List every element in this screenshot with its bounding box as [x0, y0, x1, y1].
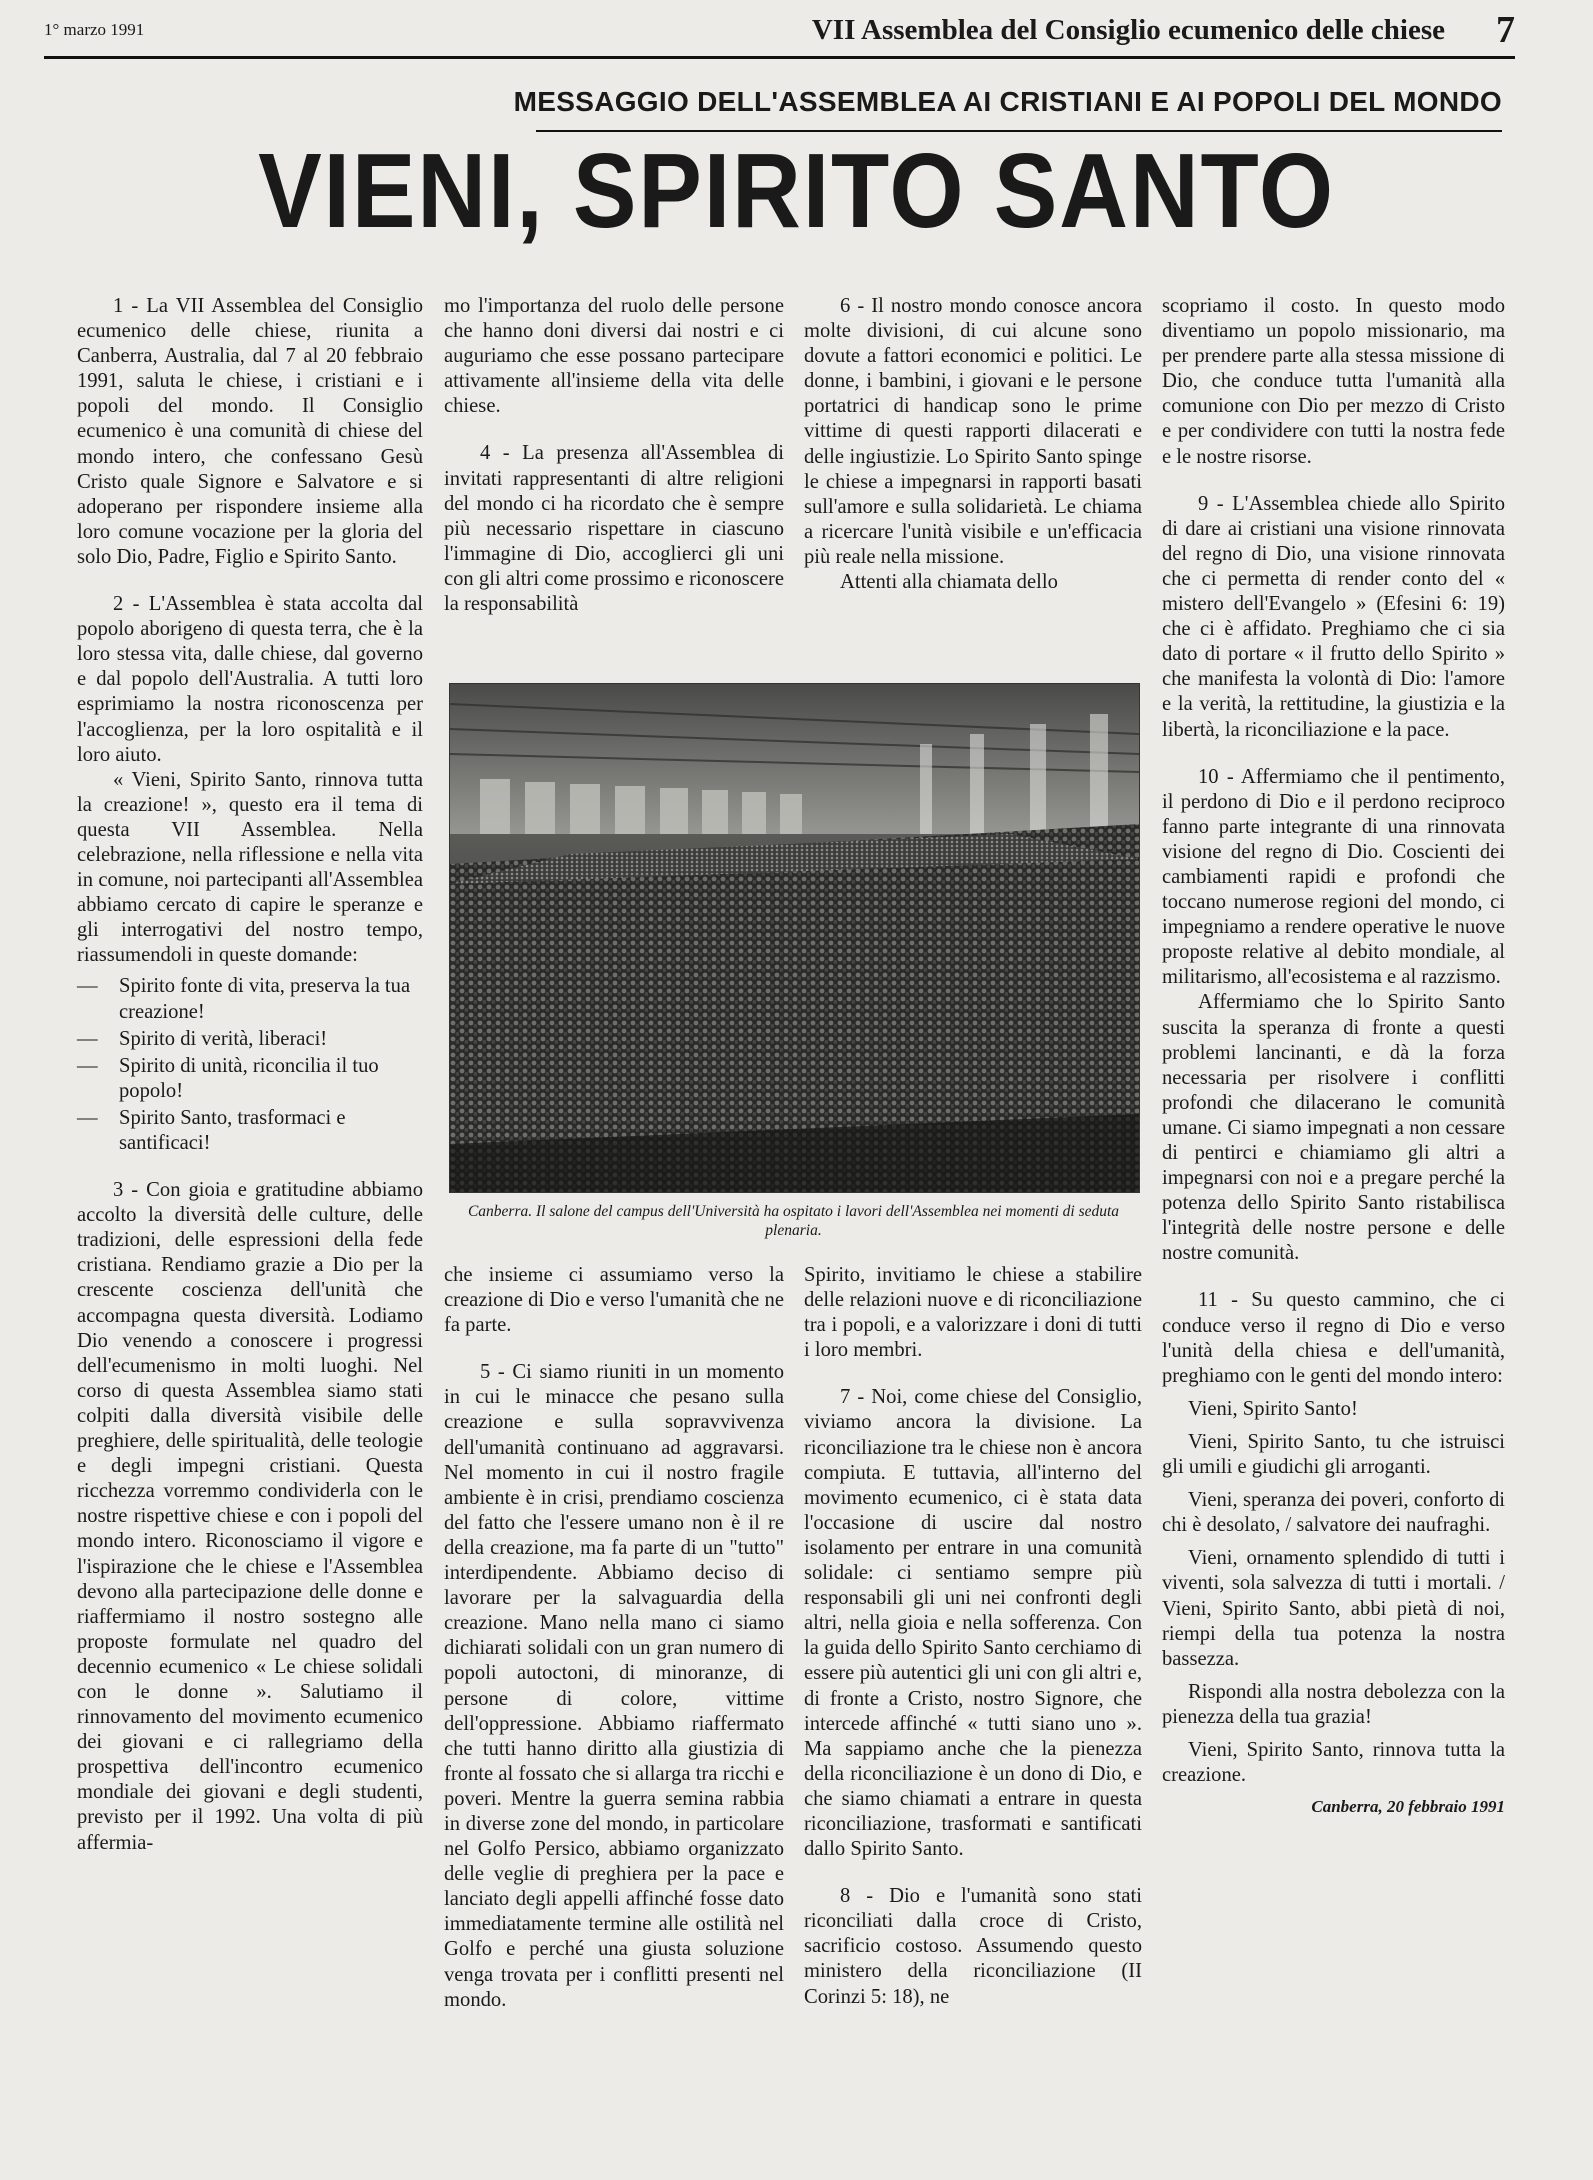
column-2-bottom: [444, 1263, 784, 2013]
paragraph-4: 4 - La presenza all'Assemblea di invitati rappresentanti di altre religioni del mondo ci ha ricordato che è sempre più necessario rispettare in ciascuno l'immagine di Dio, accoglierci gli uni con gli altri come prossimo e riconoscere la responsabilità: [444, 442, 784, 616]
place-date-signature: Canberra, 20 febbraio 1991: [1311, 1797, 1505, 1817]
paragraph-continuation: Spirito, invitiamo le chiese a stabilire delle relazioni nuove e di riconciliazione tra i popoli, e a valorizzare i doni di tutti i loro membri.: [804, 1264, 1142, 1362]
page-number: 7: [1496, 9, 1515, 51]
paragraph-6-cont: Attenti alla chiamata dello: [840, 571, 1058, 594]
paragraph-theme: « Vieni, Spirito Santo, rinnova tutta la creazione! », questo era il tema di questa VII Assemblea. Nella celebrazione, nella riflessione e nella vita in comune, noi partecipanti all'Assemblea abbiamo cercato di capire le speranze e gli interrogativi del nostro tempo, riassumendoli in queste domande:: [77, 768, 423, 967]
assembly-hall-photo: [449, 683, 1140, 1193]
photo-image: [450, 684, 1139, 1192]
column-3-bottom: [804, 1263, 1142, 2010]
kicker: MESSAGGIO DELL'ASSEMBLEA AI CRISTIANI E AI POPOLI DEL MONDO: [513, 86, 1502, 117]
prayer-line: Vieni, Spirito Santo!: [1188, 1397, 1358, 1420]
prayer-line: Rispondi alla nostra debolezza con la pienezza della tua grazia!: [1162, 1680, 1505, 1728]
photo-caption: Canberra. Il salone del campus dell'Università ha ospitato i lavori dell'Assemblea nei momenti di seduta plenaria.: [467, 1203, 1120, 1239]
paragraph-3: 3 - Con gioia e gratitudine abbiamo accolto la diversità delle culture, delle tradizioni, delle espressioni della fede cristiana. Rendiamo grazie a Dio per la crescente coscienza dell'unità che accompagna questa diversità. Lodiamo Dio venendo a conoscere i progressi dell'ecumenismo in molti luoghi. Nel corso di questa Assemblea siamo stati colpiti dalla diversità visibile delle preghiere, delle spiritualità, delle teologie e degli impegni cristiani. Questa ricchezza vorremmo condividerla con le nostre rispettive chiese e con i popoli del mondo intero. Riconosciamo il vigore e l'ispirazione che le chiese e l'Assemblea devono alla partecipazione delle donne e riaffermiamo il nostro sostegno alle proposte formulate nel quadro del decennio ecumenico « Le chiese solidali con le donne ». Salutiamo il rinnovamento del movimento ecumenico dei giovani e ci rallegriamo della prospettiva dell'incontro ecumenico mondiale dei giovani e degli studenti, previsto per il 1992. Una volta di più affermia-: [77, 1179, 423, 1854]
paragraph-10-cont: Affermiamo che lo Spirito Santo suscita la speranza di fronte a questi problemi lancinanti, e dà la forza necessaria per risolvere i conflitti profondi che dilacerano le comunità umane. Ci siamo impegnati a non cessare di pentirci e chiamiamo gli altri a impegnarsi con noi e a pregare perché la potenza dello Spirito Santo ristabilisca l'integrità delle nostre persone e delle nostre comunità.: [1162, 991, 1505, 1265]
paragraph-1: 1 - La VII Assemblea del Consiglio ecumenico delle chiese, riunita a Canberra, Australia, dal 7 al 20 febbraio 1991, saluta le chiese, i cristiani e i popoli del mondo. Il Consiglio ecumenico è una comunità di chiese del mondo intero, che confessano Gesù Cristo quale Signore e Salvatore e si adoperano per rispondere insieme alla loro comune vocazione per la gloria del solo Dio, Padre, Figlio e Spirito Santo.: [77, 295, 423, 568]
paragraph-10: 10 - Affermiamo che il pentimento, il perdono di Dio e il perdono reciproco fanno parte integrante di una rinnovata visione del regno di Dio. Coscienti dei cambiamenti rapidi e profondi che toccano numerose regioni del mondo, ci impegniamo a rendere operative le nuove proposte relative al debito mondiale, al militarismo, all'ecosistema e al razzismo.: [1162, 765, 1505, 989]
paragraph-2: 2 - L'Assemblea è stata accolta dal popolo aborigeno di questa terra, che è la loro stessa vita, dalle chiese, dal governo e dal popolo dell'Australia. A tutti loro esprimiamo la nostra riconoscenza per l'accoglienza, per la loro ospitalità e il loro aiuto.: [77, 593, 423, 766]
list-item: — Spirito di unità, riconcilia il tuo popolo!: [77, 1054, 423, 1104]
headline: VIENI, SPIRITO SANTO: [258, 132, 1335, 250]
issue-date: 1° marzo 1991: [44, 20, 145, 39]
paragraph-continuation: scopriamo il costo. In questo modo diventiamo un popolo missionario, ma per prendere parte alla stessa missione di Dio, che conduce tutta l'umanità alla comunione con Dio per mezzo di Cristo e per condividere con tutti la nostra fede e le nostre risorse.: [1162, 295, 1505, 468]
list-item: — Spirito Santo, trasformaci e santificaci!: [77, 1106, 423, 1156]
paragraph-9: 9 - L'Assemblea chiede allo Spirito di dare ai cristiani una visione rinnovata del regno di Dio, una visione rinnovata che ci permetta di render conto del « mistero dell'Evangelo » (Efesini 6: 19) che ci è affidato. Preghiamo che ci sia dato di portare « il frutto dello Spirito » che manifesta la volontà di Dio: l'amore e la verità, la rettitudine, la giustizia e la libertà, la riconciliazione e la pace.: [1162, 492, 1505, 741]
theme-list: [77, 974, 423, 1156]
prayer: [1162, 1397, 1505, 1788]
prayer-line: Vieni, Spirito Santo, tu che istruisci gli umili e giudichi gli arroganti.: [1162, 1430, 1505, 1479]
prayer-line: Vieni, Spirito Santo, rinnova tutta la creazione.: [1162, 1738, 1505, 1787]
paragraph-8: 8 - Dio e l'umanità sono stati riconciliati dalla croce di Cristo, sacrificio costoso. Assumendo questo ministero della riconciliazione (II Corinzi 5: 18), ne: [804, 1885, 1142, 2008]
paragraph-continuation: che insieme ci assumiamo verso la creazione di Dio e verso l'umanità che ne fa parte.: [444, 1264, 784, 1337]
column-2-top: [444, 294, 784, 617]
column-4: [1162, 294, 1505, 1819]
paragraph-continuation: mo l'importanza del ruolo delle persone che hanno doni diversi dai nostri e ci auguriamo che esse possano partecipare attivamente all'insieme della vita delle chiese.: [444, 295, 784, 418]
paragraph-6: 6 - Il nostro mondo conosce ancora molte divisioni, di cui alcune sono dovute a fattori economici e politici. Le donne, i bambini, i giovani e le persone portatrici di handicap sono le prime vittime di questi rapporti dilacerati e delle ingiustizie. Lo Spirito Santo spinge le chiese a impegnarsi in rapporti basati sull'amore e sulla solidarietà. Le chiama a ricercare l'unità visibile e un'efficacia più reale nella missione.: [804, 295, 1142, 568]
list-item: — Spirito di verità, liberaci!: [77, 1027, 423, 1052]
page-header: [44, 8, 1515, 59]
paragraph-11: 11 - Su questo cammino, che ci conduce verso il regno di Dio e verso l'unità della chiesa e dell'umanità, preghiamo con le genti del mondo intero:: [1162, 1289, 1505, 1387]
column-3-top: [804, 294, 1142, 595]
list-item: — Spirito fonte di vita, preserva la tua creazione!: [77, 974, 423, 1024]
paragraph-5: 5 - Ci siamo riuniti in un momento in cui le minacce che pesano sulla creazione e sulla sopravvivenza dell'umanità continuano ad aggravarsi. Nel momento in cui il nostro fragile ambiente è in crisi, prendiamo coscienza del fatto che l'essere umano non è il re della creazione, ma fa parte di un "tutto" interdipendente. Abbiamo deciso di lavorare per la salvaguardia della creazione. Mano nella mano ci siamo dichiarati solidali con un gran numero di popoli autoctoni, di minoranze, di persone di colore, vittime dell'oppressione. Abbiamo riaffermato che tutti hanno diritto alla giustizia di fronte al fossato che si allarga tra ricchi e poveri. Mentre la guerra semina rabbia in diverse zone del mondo, in particolare nel Golfo Persico, abbiamo organizzato delle veglie di preghiera per la pace e lanciato degli appelli affinché fosse dato immediatamente termine alle ostilità nel Golfo e perché una giusta soluzione venga trovata per i conflitti presenti nel mondo.: [444, 1361, 784, 2011]
prayer-line: Vieni, ornamento splendido di tutti i viventi, sola salvezza di tutti i mortali. / Vieni, Spirito Santo, abbi pietà di noi, riempi della tua potenza la nostra bassezza.: [1162, 1547, 1505, 1670]
column-1: [77, 294, 423, 1856]
section-title: VII Assemblea del Consiglio ecumenico delle chiese: [811, 14, 1445, 46]
paragraph-7: 7 - Noi, come chiese del Consiglio, viviamo ancora la divisione. La riconciliazione tra le chiese non è ancora compiuta. E tuttavia, all'interno del movimento ecumenico, ci è stata data l'occasione di uscire dal nostro isolamento per entrare in una comunità solidale: ci sentiamo sempre più responsabili gli uni nei confronti degli altri, nella gioia e nella sofferenza. Con la guida dello Spirito Santo cerchiamo di essere più autentici gli uni con gli altri e, di fronte a Cristo, nostro Signore, che intercede affinché « tutti siano uno ». Ma sappiamo anche che la pienezza della riconciliazione è un dono di Dio, e che siamo chiamati a entrare in questa riconciliazione, trasformati e santificati dallo Spirito Santo.: [804, 1386, 1142, 1861]
prayer-line: Vieni, speranza dei poveri, conforto di chi è desolato, / salvatore dei naufraghi.: [1162, 1489, 1505, 1537]
